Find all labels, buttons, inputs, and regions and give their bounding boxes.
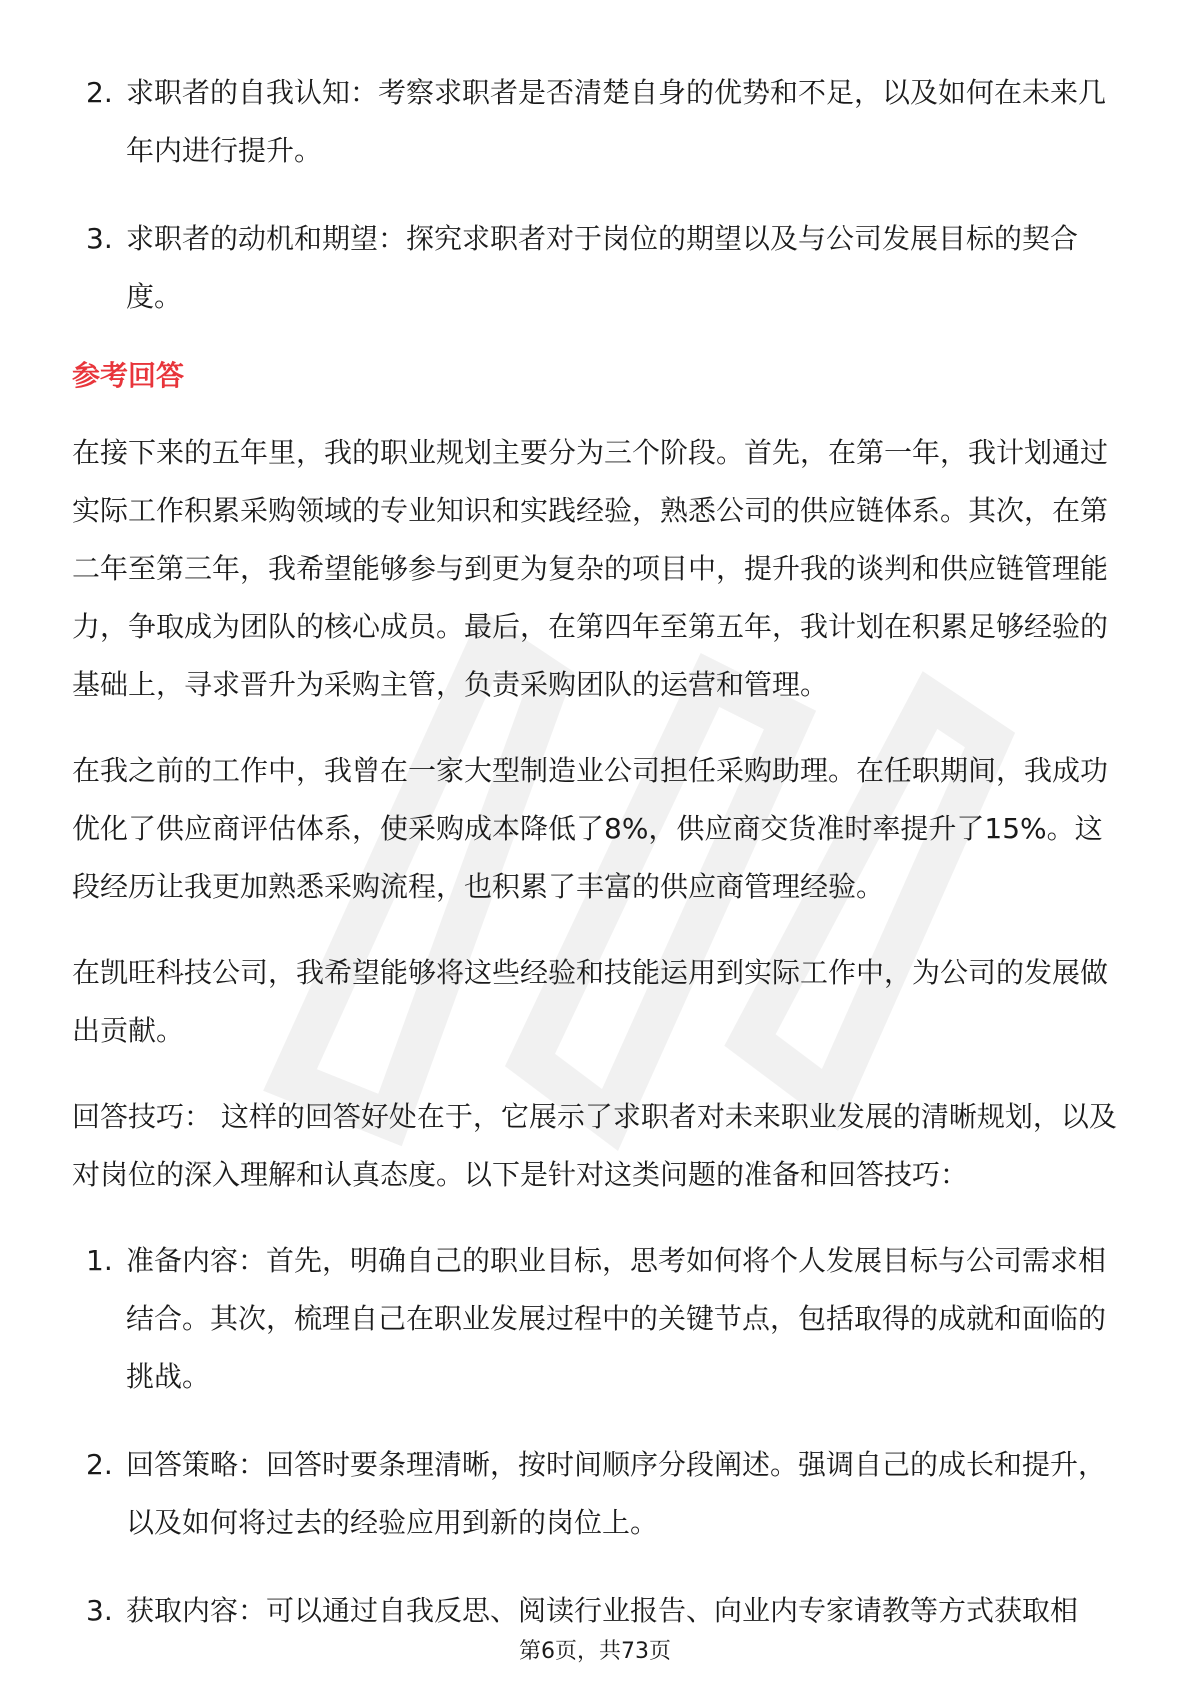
bottom-numbered-list — [72, 1232, 1120, 1640]
paragraph: 在我之前的工作中，我曾在一家大型制造业公司担任采购助理。在任职期间，我成功优化了供应商评估体系，使采购成本降低了8%，供应商交货准时率提升了15%。这段经历让我更加熟悉采购流程，也积累了丰富的供应商管理经验。 — [72, 754, 1109, 903]
list-number: 1. — [86, 1244, 113, 1277]
paragraph: 在凯旺科技公司，我希望能够将这些经验和技能运用到实际工作中，为公司的发展做出贡献。 — [72, 956, 1109, 1047]
list-number: 2. — [86, 76, 113, 109]
page-footer: 第6页，共73页 — [519, 1639, 671, 1664]
section-heading: 参考回答 — [72, 359, 185, 392]
page-content — [72, 64, 1120, 1640]
paragraph: 回答技巧： 这样的回答好处在于，它展示了求职者对未来职业发展的清晰规划，以及对岗位的深入理解和认真态度。以下是针对这类问题的准备和回答技巧： — [72, 1100, 1117, 1191]
list-number: 3. — [86, 222, 113, 255]
list-number: 3. — [86, 1594, 113, 1627]
list-number: 2. — [86, 1448, 113, 1481]
list-text: 回答策略：回答时要条理清晰，按时间顺序分段阐述。强调自己的成长和提升，以及如何将过去的经验应用到新的岗位上。 — [126, 1448, 1107, 1539]
list-item — [72, 210, 1120, 326]
paragraph: 在接下来的五年里，我的职业规划主要分为三个阶段。首先，在第一年，我计划通过实际工作积累采购领域的专业知识和实践经验，熟悉公司的供应链体系。其次，在第二年至第三年，我希望能够参与到更为复杂的项目中，提升我的谈判和供应链管理能力，争取成为团队的核心成员。最后，在第四年至第五年，我计划在积累足够经验的基础上，寻求晋升为采购主管，负责采购团队的运营和管理。 — [72, 436, 1109, 701]
list-item — [72, 1232, 1120, 1406]
list-item — [72, 1436, 1120, 1552]
list-text: 求职者的动机和期望：探究求职者对于岗位的期望以及与公司发展目标的契合度。 — [126, 222, 1079, 313]
list-text: 准备内容：首先，明确自己的职业目标，思考如何将个人发展目标与公司需求相结合。其次，梳理自己在职业发展过程中的关键节点，包括取得的成就和面临的挑战。 — [126, 1244, 1107, 1393]
list-text: 求职者的自我认知：考察求职者是否清楚自身的优势和不足，以及如何在未来几年内进行提升。 — [126, 76, 1107, 167]
list-text: 获取内容：可以通过自我反思、阅读行业报告、向业内专家请教等方式获取相 — [126, 1594, 1079, 1627]
list-item — [72, 64, 1120, 180]
top-numbered-list — [72, 64, 1120, 326]
list-item — [72, 1582, 1120, 1640]
